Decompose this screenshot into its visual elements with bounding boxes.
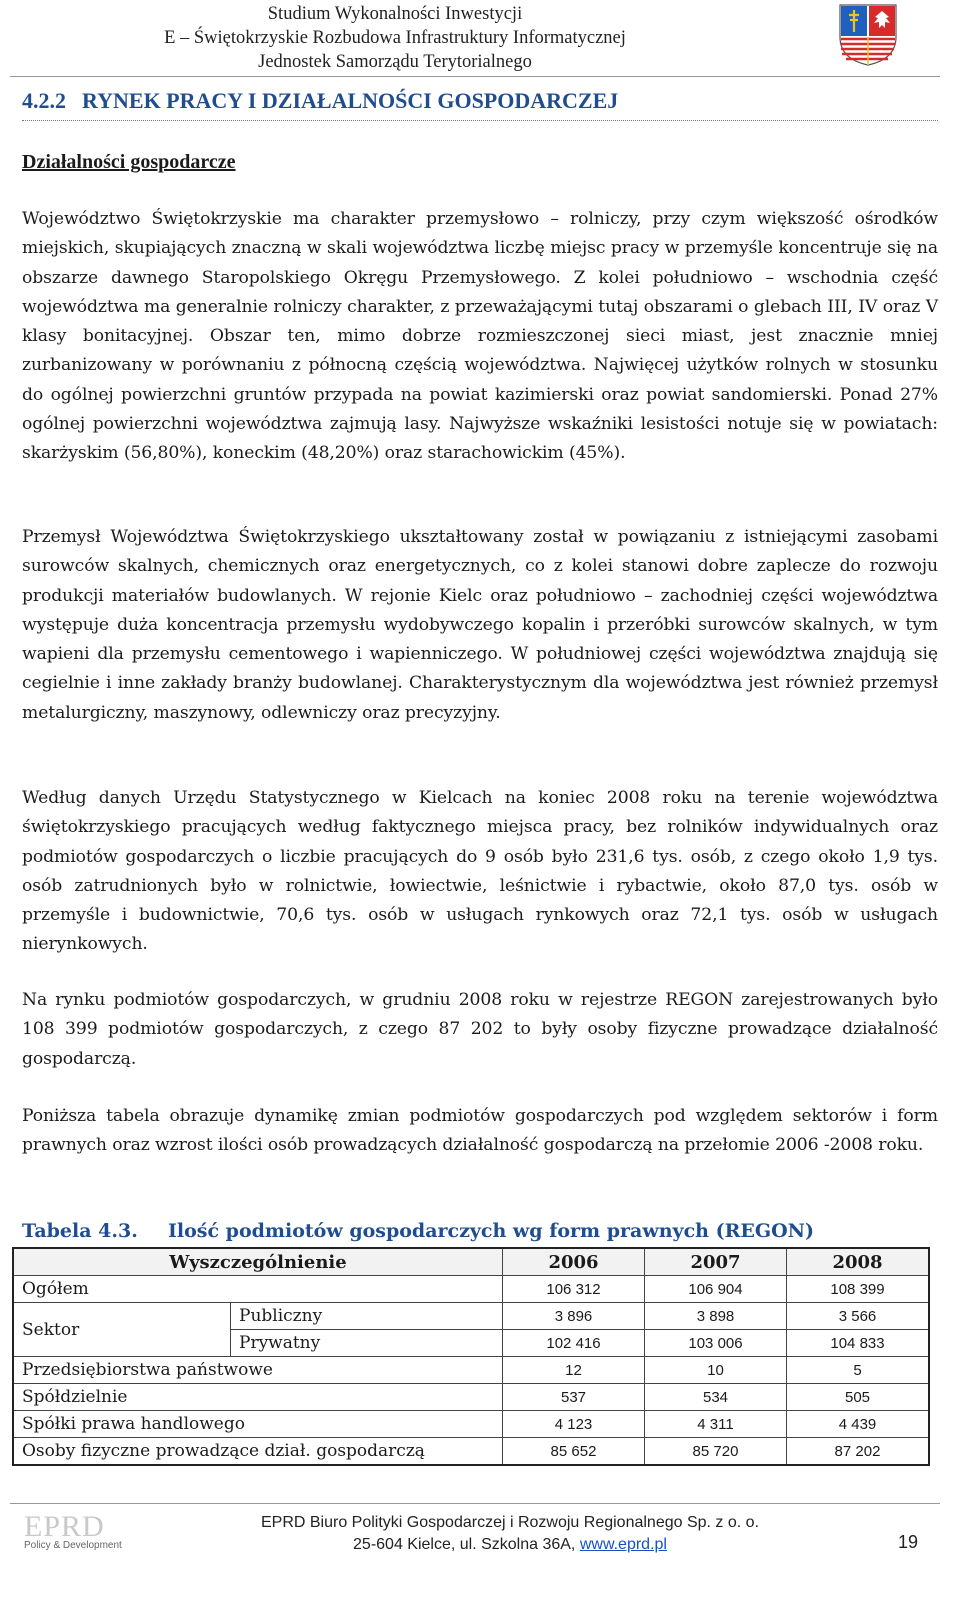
- footer-street: 25-604 Kielce, ul. Szkolna 36A,: [353, 1536, 580, 1553]
- value-cell: 505: [787, 1384, 930, 1411]
- value-cell: 3 898: [645, 1303, 787, 1330]
- section-title: RYNEK PRACY I DZIAŁALNOŚCI GOSPODARCZEJ: [82, 88, 619, 113]
- footer-address: [190, 1512, 830, 1556]
- footer-company: EPRD Biuro Polityki Gospodarczej i Rozwoju Regionalnego Sp. z o. o.: [260, 1514, 760, 1531]
- value-cell: 4 123: [503, 1411, 645, 1438]
- value-cell: 5: [787, 1357, 930, 1384]
- row-sublabel: Publiczny: [231, 1303, 503, 1330]
- header-line-1: Studium Wykonalności Inwestycji: [267, 4, 523, 24]
- value-cell: 3 566: [787, 1303, 930, 1330]
- value-cell: 85 720: [645, 1438, 787, 1466]
- header-cell: 2008: [787, 1248, 930, 1276]
- table-row: [13, 1384, 929, 1411]
- table-number: Tabela 4.3.: [22, 1220, 138, 1242]
- header-line-3: Jednostek Samorządu Terytorialnego: [258, 52, 532, 72]
- row-sublabel: Prywatny: [231, 1330, 503, 1357]
- table-row: [13, 1303, 929, 1330]
- row-label: Ogółem: [13, 1276, 503, 1303]
- section-number: 4.2.2: [22, 88, 66, 113]
- website-link[interactable]: www.eprd.pl: [579, 1536, 667, 1553]
- value-cell: 12: [503, 1357, 645, 1384]
- regon-table: [12, 1247, 930, 1466]
- table-row: [13, 1276, 929, 1303]
- value-cell: 87 202: [787, 1438, 930, 1466]
- header-cell: 2006: [503, 1248, 645, 1276]
- row-label: Osoby fizyczne prowadzące dział. gospodarczą: [13, 1438, 503, 1466]
- logo-mark: EPRD: [24, 1510, 105, 1543]
- page-number: 19: [898, 1532, 919, 1552]
- logo-tagline: Policy & Development: [24, 1540, 122, 1551]
- value-cell: 3 896: [503, 1303, 645, 1330]
- paragraph-4: Na rynku podmiotów gospodarczych, w grudniu 2008 roku w rejestrze REGON zarejestrowanych było 108 399 podmiotów gospodarczych, z czego 87 202 to były osoby fizyczne prowadzące działalność gospodarczą.: [22, 990, 938, 1069]
- table-header-row: [13, 1248, 929, 1276]
- row-label: Sektor: [13, 1303, 231, 1357]
- value-cell: 102 416: [503, 1330, 645, 1357]
- table-caption: [22, 1220, 814, 1242]
- value-cell: 10: [645, 1357, 787, 1384]
- header-divider: [10, 76, 940, 77]
- value-cell: 534: [645, 1384, 787, 1411]
- table-title: Ilość podmiotów gospodarczych wg form prawnych (REGON): [168, 1220, 814, 1242]
- section-heading: [22, 88, 618, 114]
- row-label: Przedsiębiorstwa państwowe: [13, 1357, 503, 1384]
- footer-address-line: [190, 1534, 830, 1556]
- header-cell: 2007: [645, 1248, 787, 1276]
- value-cell: 103 006: [645, 1330, 787, 1357]
- eprd-logo: [24, 1510, 134, 1551]
- value-cell: 108 399: [787, 1276, 930, 1303]
- paragraph-2: Przemysł Województwa Świętokrzyskiego ukształtowany został w powiązaniu z istniejącymi zasobami surowców skalnych, chemicznych oraz energetycznych, co z kolei stanowi dobre zaplecze do rozwoju produkcji materiałów budowlanych. W rejonie Kielc oraz południowo – zachodniej części województwa występuje duża koncentracja przemysłu wydobywczego kopalin i przeróbki surowców skalnych, w tym wapieni dla przemysłu cementowego i wapienniczego. W południowej części województwa znajdują się cegielnie i inne zakłady branży budowlanej. Charakterystycznym dla województwa jest również przemysł metalurgiczny, maszynowy, odlewniczy oraz precyzyjny.: [22, 527, 938, 723]
- row-label: Spółki prawa handlowego: [13, 1411, 503, 1438]
- table-row: [13, 1357, 929, 1384]
- value-cell: 104 833: [787, 1330, 930, 1357]
- paragraph-1: Województwo Świętokrzyskie ma charakter przemysłowo – rolniczy, przy czym większość ośrodków miejskich, skupiających znaczną w skali województwa liczbę miejsc pracy w przemyśle koncentruje się na obszarze dawnego Staropolskiego Okręgu Przemysłowego. Z kolei południowo – wschodnia część województwa ma generalnie rolniczy charakter, z przeważającymi tutaj obszarami o glebach III, IV oraz V klasy bonitacyjnej. Obszar ten, mimo dobrze rozmieszczonej sieci miast, jest znacznie mniej zurbanizowany w porównaniu z północną częścią województwa. Najwięcej użytków rolnych w stosunku do ogólnej powierzchni gruntów przypada na powiat kazimierski oraz powiat sandomierski. Ponad 27% ogólnej powierzchni województwa zajmują lasy. Najwyższe wskaźniki lesistości notuje się w powiatach: skarżyskim (56,80%), koneckim (48,20%) oraz starachowickim (45%).: [22, 209, 938, 464]
- table-row: [13, 1438, 929, 1466]
- document-header: [100, 2, 690, 74]
- heading-divider: [22, 120, 938, 121]
- value-cell: 106 904: [645, 1276, 787, 1303]
- paragraph-5: Poniższa tabela obrazuje dynamikę zmian podmiotów gospodarczych pod względem sektorów i form prawnych oraz wzrost ilości osób prowadzących działalność gospodarczą na przełomie 2006 -2008 roku.: [22, 1106, 938, 1156]
- table-row: [13, 1411, 929, 1438]
- value-cell: 4 439: [787, 1411, 930, 1438]
- voivodeship-crest-icon: [838, 3, 898, 67]
- value-cell: 537: [503, 1384, 645, 1411]
- row-label: Spółdzielnie: [13, 1384, 503, 1411]
- value-cell: 85 652: [503, 1438, 645, 1466]
- subheading: Działalności gospodarcze: [22, 151, 236, 173]
- value-cell: 106 312: [503, 1276, 645, 1303]
- value-cell: 4 311: [645, 1411, 787, 1438]
- header-line-2: E – Świętokrzyskie Rozbudowa Infrastruktury Informatycznej: [164, 28, 626, 48]
- paragraph-3: Według danych Urzędu Statystycznego w Kielcach na koniec 2008 roku na terenie województwa świętokrzyskiego pracujących według faktycznego miejsca pracy, bez rolników indywidualnych oraz podmiotów gospodarczych o liczbie pracujących do 9 osób było 231,6 tys. osób, z czego około 1,9 tys. osób zatrudnionych było w rolnictwie, łowiectwie, leśnictwie i rybactwie, około 87,0 tys. osób w przemyśle i budownictwie, 70,6 tys. osób w usługach rynkowych oraz 72,1 tys. osób w usługach nierynkowych.: [22, 788, 938, 955]
- header-cell: Wyszczególnienie: [13, 1248, 503, 1276]
- footer-divider: [10, 1503, 940, 1504]
